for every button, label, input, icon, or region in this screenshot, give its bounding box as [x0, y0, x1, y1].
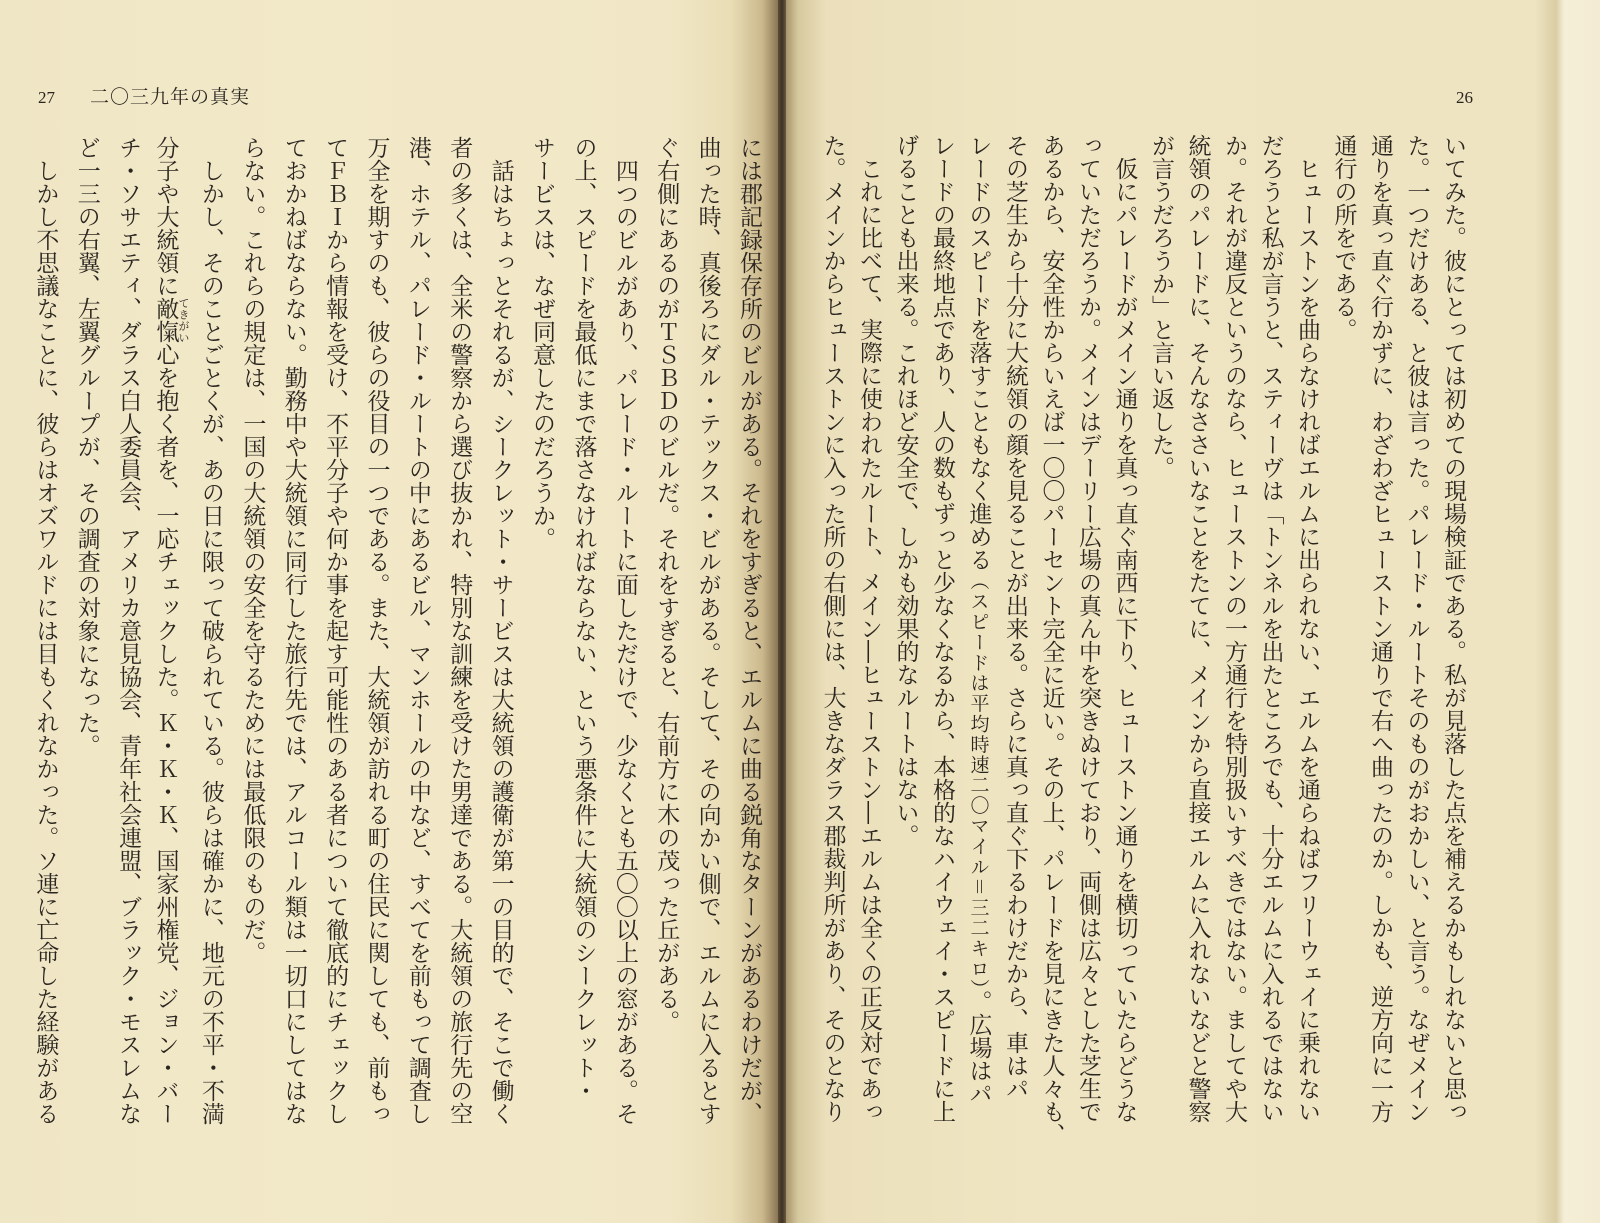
text-column: か。それが違反というのなら、ヒューストンの一方通行を特別扱いすべきではない。ましてや大 — [1221, 134, 1247, 1123]
text-column: 仮にパレードがメイン通りを真っ直ぐ南西に下り、ヒューストン通りを横切っていたらどうな — [1111, 134, 1138, 1123]
ruby-base: 敵愾 — [152, 297, 179, 343]
text-column: 通行の所をである。 — [1330, 134, 1357, 341]
text-column: た。メインからヒューストンに入った所の右側には、大きなダラス郡裁判所があり、そのとなり — [819, 134, 846, 1123]
text-column — [960, 134, 997, 1124]
ruby-reading: てきがい — [177, 297, 191, 343]
column-text: 分子や大統領に — [152, 136, 179, 297]
text-column: 四つのビルがあり、パレード・ルートに面しただけで、少なくとも五〇〇以上の窓がある。そ — [611, 136, 638, 1125]
text-column: レードの最終地点であり、人の数もずっと少なくなるから、本格的なハイウェイ・スピードに上 — [929, 134, 955, 1123]
text-column: ヒューストンを曲らなければエルムに出られない、エルムを通らねばフリーウェイに乗れない — [1294, 134, 1320, 1123]
text-column: た。一つだけある、と彼は言った。パレード・ルートそのものがおかしい、と言う。なぜメイン — [1403, 134, 1430, 1123]
text-column: 曲った時、真後ろにダル・テックス・ビルがある。そして、その向かい側で、エルムに入るとす — [694, 136, 721, 1125]
text-column: 万全を期すのも、彼らの役目の一つである。また、大統領が訪れる町の住民に関しても、前もっ — [363, 136, 390, 1125]
text-column: これに比べて、実際に使われたルート、メイン―ヒューストン―エルムは全くの正反対であっ — [856, 134, 882, 1123]
page-number — [38, 86, 55, 109]
ruby-annotation — [152, 297, 191, 343]
running-title — [90, 86, 250, 108]
text-column: が言うだろうか」と言い返した。 — [1148, 134, 1174, 479]
text-column: 通りを真っ直ぐ行かずに、わざわざヒューストン通りで右へ曲ったのか。しかも、逆方向に一方 — [1367, 134, 1393, 1123]
text-column: 港、ホテル、パレード・ルートの中にあるビル、マンホールの中など、すべてを前もって調査し — [404, 136, 431, 1125]
right-page — [786, 0, 1600, 1223]
parenthetical-note: （スピードは平均時速二〇マイル＝三二キロ） — [967, 571, 990, 990]
text-column: ぐ右側にあるのがＴＳＢＤのビルだ。それをすぎると、右前方に木の茂った丘がある。 — [653, 136, 680, 1033]
text-column: ど一三の右翼、左翼グループが、その調査の対象になった。 — [73, 136, 100, 757]
text-column: しかし、そのことごとくが、あの日に限って破られている。彼らは確かに、地元の不平・不満 — [197, 136, 224, 1125]
text-column: 者の多くは、全米の警察から選び抜かれ、特別な訓練を受けた男達である。大統領の旅行先の空 — [446, 136, 473, 1125]
book-gutter — [778, 0, 786, 1223]
text-column: の上、スピードを最低にまで落さなければならない、という悪条件に大統領のシークレット・ — [570, 136, 597, 1102]
text-column: には郡記録保存所のビルがある。それをすぎると、エルムに曲る鋭角なターンがあるわけだが、 — [736, 136, 762, 1125]
text-column: 話はちょっとそれるが、シークレット・サービスは大統領の護衛が第一の目的で、そこで働く — [487, 136, 514, 1125]
text-column: ておかねばならない。勤務中や大統領に同行した旅行先では、アルコール類は一切口にしてはな — [280, 136, 307, 1125]
column-text: 。広場はパ — [965, 989, 992, 1105]
text-column: てＦＢＩから情報を受け、不平分子や何か事を起す可能性のある者について徹底的にチェックし — [322, 136, 349, 1125]
running-title-text: 二〇三九年の真実 — [90, 86, 251, 108]
page-number-text: 26 — [1456, 88, 1473, 107]
text-column: っていただろうか。メインはデーリー広場の真ん中を突きぬけており、両側は広々とした芝生で — [1075, 134, 1101, 1123]
left-page — [0, 0, 778, 1223]
left-page-body — [23, 136, 769, 1126]
text-column: しかし不思議なことに、彼らはオズワルドには目もくれなかった。ソ連に亡命した経験がある — [32, 136, 59, 1125]
column-text: 心を抱く者を、一応チェックした。Ｋ・Ｋ・Ｋ、国家州権党、ジョン・バー — [152, 343, 179, 1125]
page-number — [1456, 86, 1473, 109]
text-column: いてみた。彼にとっては初めての現場検証である。私が見落した点を補えるかもしれないと思っ — [1440, 134, 1466, 1123]
text-column: らない。これらの規定は、一国の大統領の安全を守るためには最低限のものだ。 — [239, 136, 266, 964]
right-page-body — [814, 134, 1471, 1146]
text-column: げることも出来る。これほど安全で、しかも効果的なルートはない。 — [892, 134, 919, 847]
column-text: レードのスピードを落すこともなく進める — [965, 134, 992, 571]
text-column: 統領のパレードに、そんなささいなことをたてに、メインから直接エルムに入れないなどと警察 — [1184, 134, 1211, 1123]
text-column: サービスは、なぜ同意したのだろうか。 — [529, 136, 556, 550]
page-number-text: 27 — [38, 88, 55, 107]
text-column — [148, 136, 189, 1126]
text-column: チ・ソサエティ、ダラス白人委員会、アメリカ意見協会、青年社会連盟、ブラック・モスレムな — [115, 136, 142, 1125]
text-column: だろうと私が言うと、スティーヴは「トンネルを出たところでも、十分エルムに入れるではない — [1257, 134, 1284, 1123]
text-column: あるから、安全性からいえば一〇〇パーセント完全に近い。その上、パレードを見にきた人々も、 — [1038, 134, 1065, 1146]
text-column: その芝生から十分に大統領の顔を見ることが出来る。さらに真っ直ぐ下るわけだから、車はパ — [1002, 134, 1028, 1100]
